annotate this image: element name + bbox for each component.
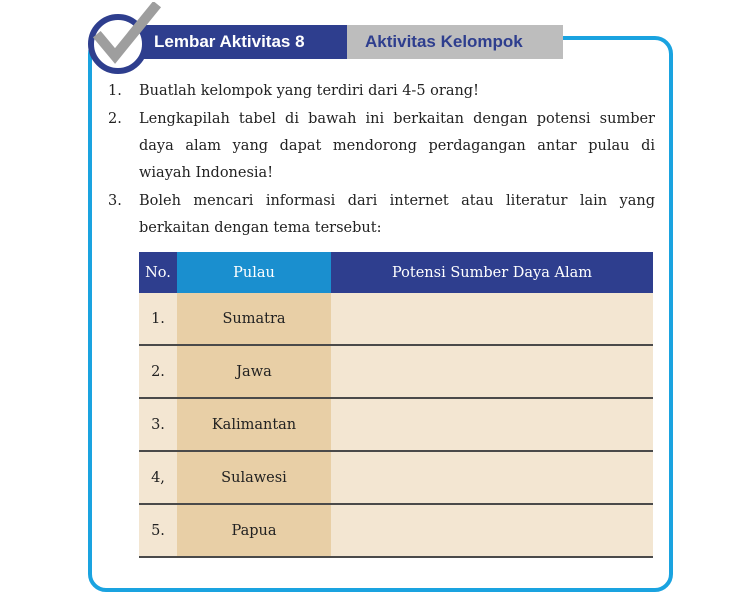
resource-potential-cell[interactable] [331,293,653,345]
island-cell: Jawa [177,345,331,398]
table-row [139,398,653,451]
activity-title-bar [124,25,563,59]
resource-potential-cell[interactable] [331,345,653,398]
row-number-cell: 3. [139,398,177,451]
resource-potential-cell[interactable] [331,451,653,504]
table-header-row [139,252,653,293]
table-row [139,345,653,398]
table-row [139,504,653,557]
instruction-item [108,78,655,105]
checkmark-badge-icon [82,2,162,74]
instruction-text: Lengkapilah tabel di bawah ini berkaitan dengan potensi sumber daya alam yang dapat mendorong perdagangan antar pulau di wiayah Indonesia! [139,111,655,181]
instruction-text: Buatlah kelompok yang terdiri dari 4-5 orang! [139,83,479,99]
activity-number-label: Lembar Aktivitas 8 [124,25,347,59]
table-row [139,451,653,504]
instruction-list [108,78,655,243]
column-header-pulau: Pulau [177,252,331,293]
table-row [139,293,653,345]
activity-type-label: Aktivitas Kelompok [347,25,563,59]
resource-potential-cell[interactable] [331,398,653,451]
column-header-no: No. [139,252,177,293]
instruction-item [108,106,655,187]
row-number-cell: 5. [139,504,177,557]
island-cell: Sulawesi [177,451,331,504]
instruction-number: 2. [108,111,122,127]
island-cell: Kalimantan [177,398,331,451]
instruction-number: 3. [108,193,122,209]
island-cell: Papua [177,504,331,557]
resource-potential-cell[interactable] [331,504,653,557]
instruction-text: Boleh mencari informasi dari internet atau literatur lain yang berkaitan dengan tema tersebut: [139,193,655,236]
instruction-item [108,188,655,242]
row-number-cell: 4, [139,451,177,504]
row-number-cell: 1. [139,293,177,345]
instruction-number: 1. [108,83,122,99]
row-number-cell: 2. [139,345,177,398]
natural-resource-table [139,252,653,558]
island-cell: Sumatra [177,293,331,345]
column-header-potensi: Potensi Sumber Daya Alam [331,252,653,293]
